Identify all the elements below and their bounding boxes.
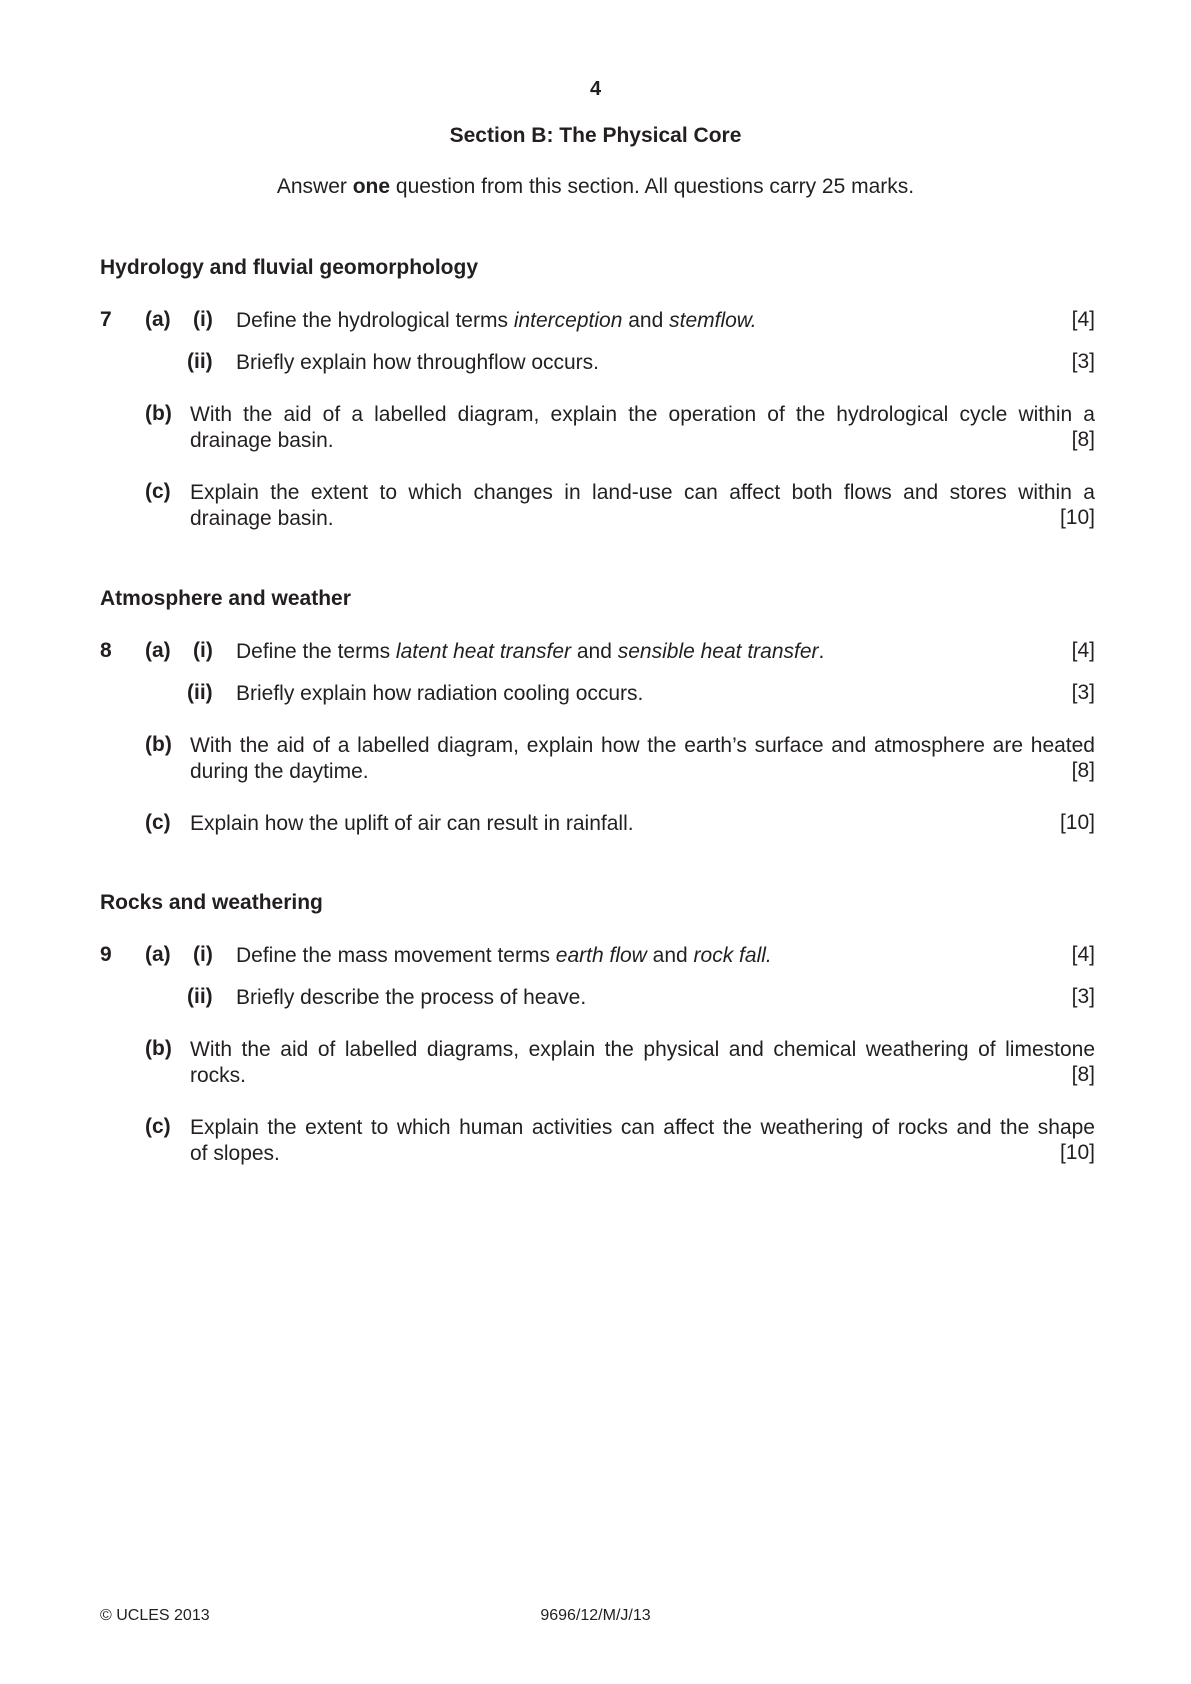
marks: [10] [1059,811,1095,834]
marks: [4] [1071,308,1095,331]
text-run: Define the terms [236,640,396,663]
text-run: and [622,309,670,332]
text-line: With the aid of labelled diagrams, explain the physical and chemical weathering of limestone [190,1038,1095,1061]
marks: [4] [1071,639,1095,662]
marks: [3] [1071,350,1095,373]
part-label: (b) [145,402,172,425]
marks: [10] [1059,1141,1095,1164]
question-text [190,402,1095,454]
text-line: Explain the extent to which human activities can affect the weathering of rocks and the shape [190,1116,1095,1139]
part-label: (b) [145,733,172,756]
text-run: Define the mass movement terms [236,944,556,967]
instructions-before: Answer [276,175,353,198]
part-label: (a) [145,639,171,662]
term: interception [513,309,623,332]
text-run: Define the hydrological terms [236,309,514,332]
section-title: Section B: The Physical Core [449,124,742,147]
section-heading: Rocks and weathering [100,891,323,914]
text-line: during the daytime. [190,760,369,783]
question-text [190,1115,1095,1167]
question-text: Briefly describe the process of heave. [236,986,587,1009]
marks: [8] [1071,759,1095,782]
part-label: (c) [145,1115,171,1138]
subpart-label: (ii) [187,985,213,1008]
marks: [3] [1071,681,1095,704]
subpart-label: (i) [193,639,213,662]
text-line: With the aid of a labelled diagram, explain the operation of the hydrological cycle within a [190,403,1095,426]
part-label: (c) [145,480,171,503]
part-label: (a) [145,943,171,966]
footer-copyright: © UCLES 2013 [100,1607,210,1624]
instructions-bold: one [352,175,391,198]
instructions [0,175,1191,199]
text-run: and [646,944,694,967]
subpart-label: (ii) [187,681,213,704]
section-heading: Atmosphere and weather [100,587,351,610]
text-run: and [571,640,618,663]
marks: [4] [1071,943,1095,966]
question-text: Briefly explain how radiation cooling occurs. [236,682,644,705]
term: earth flow [555,944,647,967]
term: stemflow. [669,309,757,332]
marks: [10] [1059,506,1095,529]
marks: [3] [1071,985,1095,1008]
footer-paper-code: 9696/12/M/J/13 [540,1607,651,1624]
page-number: 4 [589,78,602,100]
question-text: Explain how the uplift of air can result in rainfall. [190,812,634,835]
text-line: rocks. [190,1064,247,1087]
question-text [236,943,1016,969]
question-text [190,480,1095,532]
marks: [8] [1071,1063,1095,1086]
text-line: drainage basin. [190,429,334,452]
question-number: 7 [100,308,112,331]
section-heading: Hydrology and fluvial geomorphology [100,256,479,279]
marks: [8] [1071,428,1095,451]
part-label: (a) [145,308,171,331]
question-number: 8 [100,639,112,662]
instructions-after: question from this section. All questions carry 25 marks. [390,175,915,198]
subpart-label: (i) [193,943,213,966]
text-line: With the aid of a labelled diagram, explain how the earth’s surface and atmosphere are heated [190,734,1095,757]
text-line: Explain the extent to which changes in land-use can affect both flows and stores within a [190,481,1095,504]
question-number: 9 [100,943,112,966]
question-text [236,308,1016,334]
part-label: (b) [145,1037,172,1060]
subpart-label: (i) [193,308,213,331]
text-line: drainage basin. [190,507,334,530]
question-text [190,733,1095,785]
text-run: . [818,640,825,663]
question-text [190,1037,1095,1089]
subpart-label: (ii) [187,350,213,373]
term: rock fall. [693,944,772,967]
term: sensible heat transfer [617,640,819,663]
term: latent heat transfer [395,640,572,663]
part-label: (c) [145,811,171,834]
question-text: Briefly explain how throughflow occurs. [236,351,600,374]
question-text [236,639,1016,665]
text-line: of slopes. [190,1142,280,1165]
